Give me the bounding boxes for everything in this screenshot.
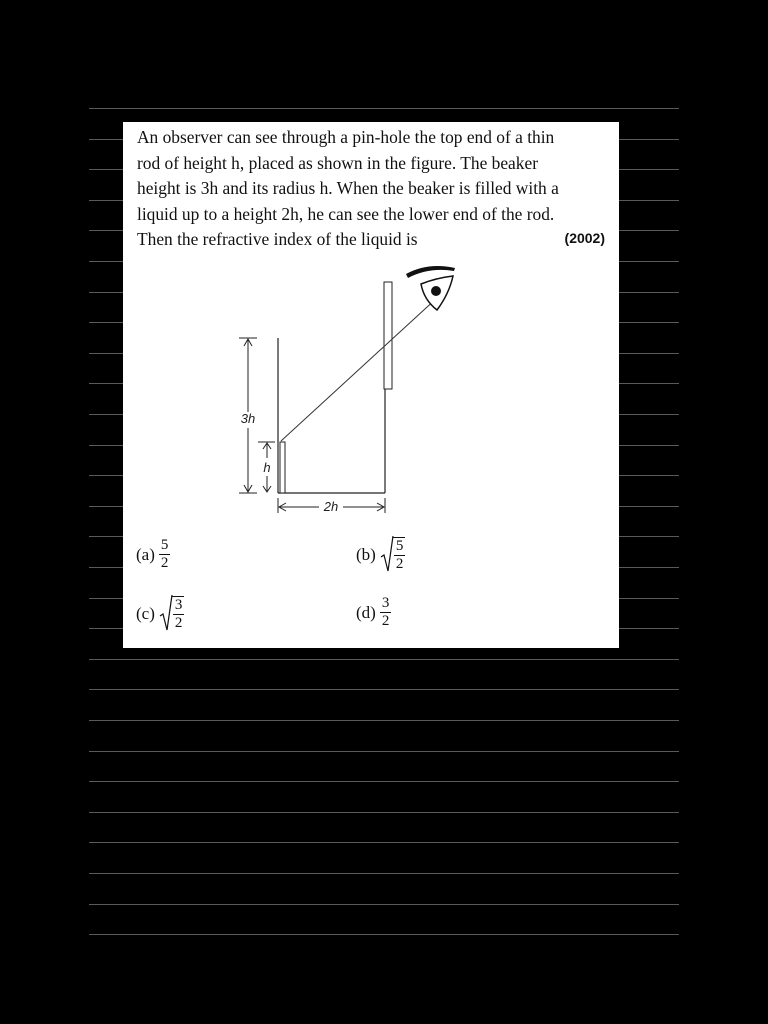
line-of-sight <box>281 297 438 441</box>
option-b[interactable] <box>356 535 405 575</box>
ruled-line <box>89 108 679 109</box>
fraction <box>172 596 185 632</box>
label-h: h <box>263 460 271 475</box>
ruled-line <box>89 812 679 813</box>
label-3h: 3h <box>240 411 256 426</box>
denominator: 2 <box>395 556 404 572</box>
rod <box>280 442 285 493</box>
question-line: rod of height h, placed as shown in the figure. The beaker <box>137 152 538 173</box>
radical-sign-icon <box>159 594 173 634</box>
pinhole-screen <box>384 282 392 389</box>
question-text <box>137 125 605 253</box>
ruled-line <box>89 659 679 660</box>
beaker-figure <box>223 262 483 522</box>
numerator: 3 <box>381 595 390 611</box>
option-label: (c) <box>136 604 155 623</box>
square-root <box>380 535 406 575</box>
numerator: 3 <box>174 597 183 613</box>
option-label: (d) <box>356 602 376 622</box>
numerator: 5 <box>395 538 404 554</box>
numerator: 5 <box>160 537 169 553</box>
ruled-line <box>89 781 679 782</box>
ruled-line <box>89 934 679 935</box>
label-2h: 2h <box>323 499 339 514</box>
option-d[interactable] <box>356 595 391 630</box>
fraction <box>393 537 406 573</box>
ruled-line <box>89 904 679 905</box>
option-label: (b) <box>356 545 376 564</box>
question-line: height is 3h and its radius h. When the beaker is filled with a <box>137 178 559 199</box>
denominator: 2 <box>174 615 183 631</box>
square-root <box>159 594 185 634</box>
fraction <box>159 537 171 572</box>
question-card <box>123 122 619 648</box>
question-line: liquid up to a height 2h, he can see the lower end of the rod. <box>137 203 555 224</box>
ruled-line <box>89 873 679 874</box>
denominator: 2 <box>160 555 169 571</box>
ruled-line <box>89 689 679 690</box>
ruled-line <box>89 720 679 721</box>
question-line: Then the refractive index of the liquid is <box>137 229 418 250</box>
ruled-line <box>89 751 679 752</box>
fraction <box>380 595 392 630</box>
year-tag: (2002) <box>564 230 605 246</box>
eye-icon <box>406 266 455 310</box>
question-line: An observer can see through a pin-hole the top end of a thin <box>137 127 555 147</box>
option-a[interactable] <box>136 537 170 572</box>
radical-sign-icon <box>380 535 394 575</box>
denominator: 2 <box>381 613 390 629</box>
option-label: (a) <box>136 544 155 564</box>
option-c[interactable] <box>136 594 184 634</box>
ruled-line <box>89 842 679 843</box>
